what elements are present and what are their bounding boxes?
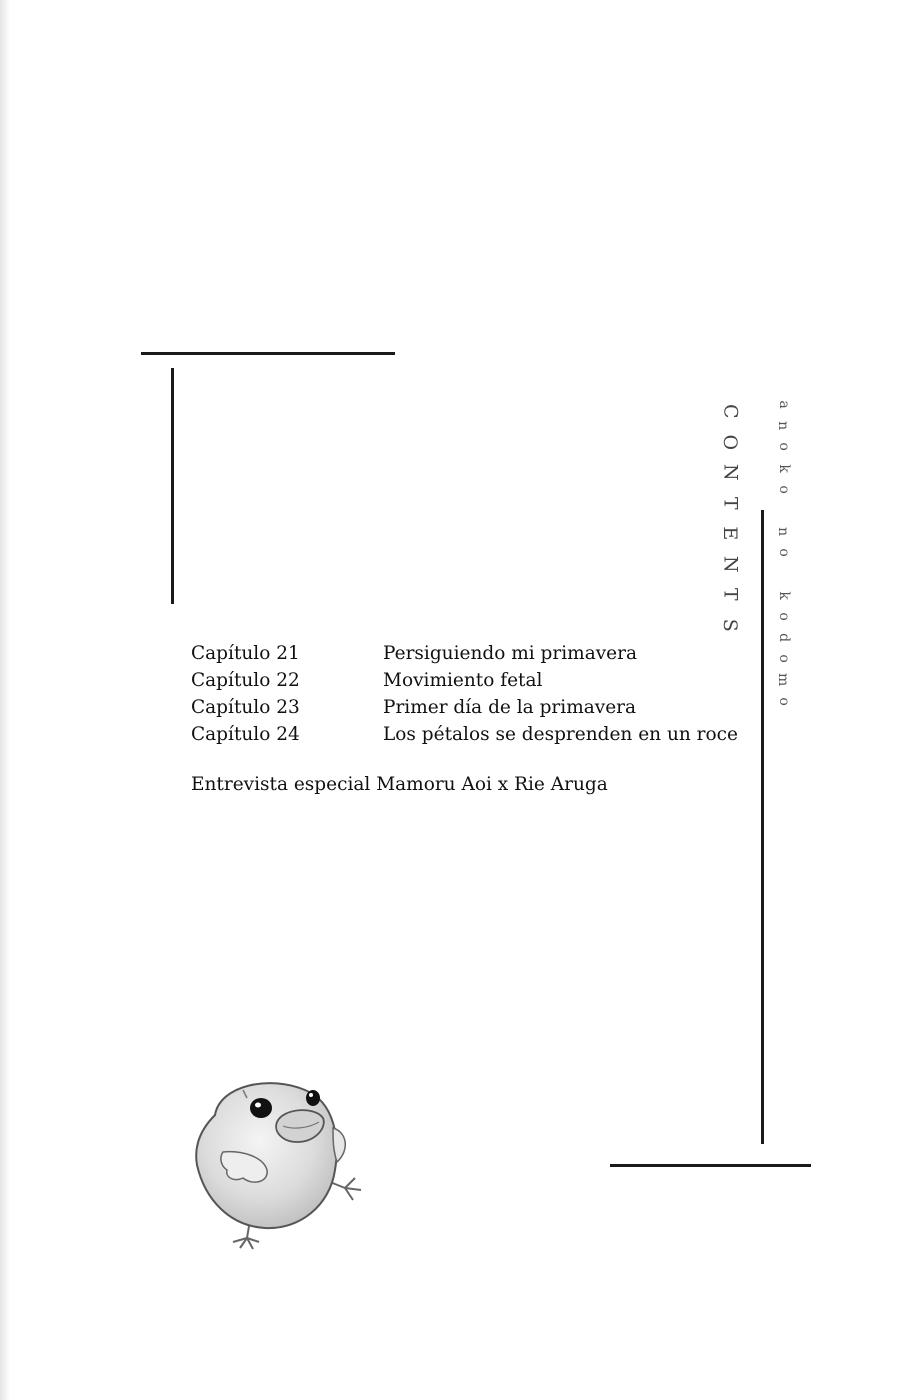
subtitle-letter: o bbox=[775, 485, 792, 494]
subtitle-letter: o bbox=[775, 548, 792, 558]
contents-letter: T bbox=[719, 496, 742, 510]
series-subtitle bbox=[770, 394, 796, 712]
chapter-title: Movimiento fetal bbox=[383, 670, 543, 691]
chapter-title: Los pétalos se desprenden en un roce bbox=[383, 724, 738, 745]
special-interview-entry: Entrevista especial Mamoru Aoi x Rie Aruga bbox=[191, 774, 608, 795]
chick-bird-illustration bbox=[185, 1070, 375, 1260]
contents-heading bbox=[715, 396, 745, 640]
top-horizontal-rule bbox=[141, 352, 395, 355]
page-edge-shadow bbox=[0, 0, 10, 1400]
contents-letter: C bbox=[719, 403, 742, 419]
contents-letter: N bbox=[719, 463, 742, 481]
bird-right-eye bbox=[306, 1090, 320, 1106]
chapter-number: Capítulo 23 bbox=[191, 697, 300, 718]
contents-letter: E bbox=[719, 526, 742, 541]
top-vertical-rule bbox=[171, 368, 174, 604]
subtitle-letter: a bbox=[775, 400, 792, 409]
chapter-title: Primer día de la primavera bbox=[383, 697, 637, 718]
table-of-contents bbox=[191, 640, 751, 748]
subtitle-letter: k bbox=[775, 463, 792, 473]
subtitle-letter: o bbox=[775, 442, 792, 452]
toc-entry bbox=[191, 721, 751, 748]
subtitle-letter: d bbox=[775, 633, 792, 643]
right-vertical-rule bbox=[761, 510, 764, 1144]
contents-letter: T bbox=[719, 587, 742, 601]
chapter-number: Capítulo 24 bbox=[191, 724, 300, 745]
subtitle-letter: n bbox=[775, 421, 792, 431]
toc-entry bbox=[191, 694, 751, 721]
bird-left-eye bbox=[250, 1098, 272, 1118]
contents-letter: S bbox=[719, 618, 742, 632]
contents-letter: N bbox=[719, 555, 742, 573]
chapter-number: Capítulo 22 bbox=[191, 670, 300, 691]
toc-entry bbox=[191, 667, 751, 694]
subtitle-letter: o bbox=[775, 612, 792, 621]
chapter-title: Persiguiendo mi primavera bbox=[383, 643, 638, 664]
subtitle-letter: o bbox=[775, 654, 792, 664]
toc-entry bbox=[191, 640, 751, 667]
chapter-number: Capítulo 21 bbox=[191, 643, 300, 664]
subtitle-letter: k bbox=[775, 591, 792, 600]
subtitle-letter: o bbox=[775, 697, 792, 706]
subtitle-letter: m bbox=[775, 673, 792, 687]
bird-right-wing bbox=[333, 1128, 345, 1162]
subtitle-letter: n bbox=[775, 527, 792, 537]
contents-letter: O bbox=[719, 433, 742, 450]
bottom-horizontal-rule bbox=[610, 1164, 811, 1167]
